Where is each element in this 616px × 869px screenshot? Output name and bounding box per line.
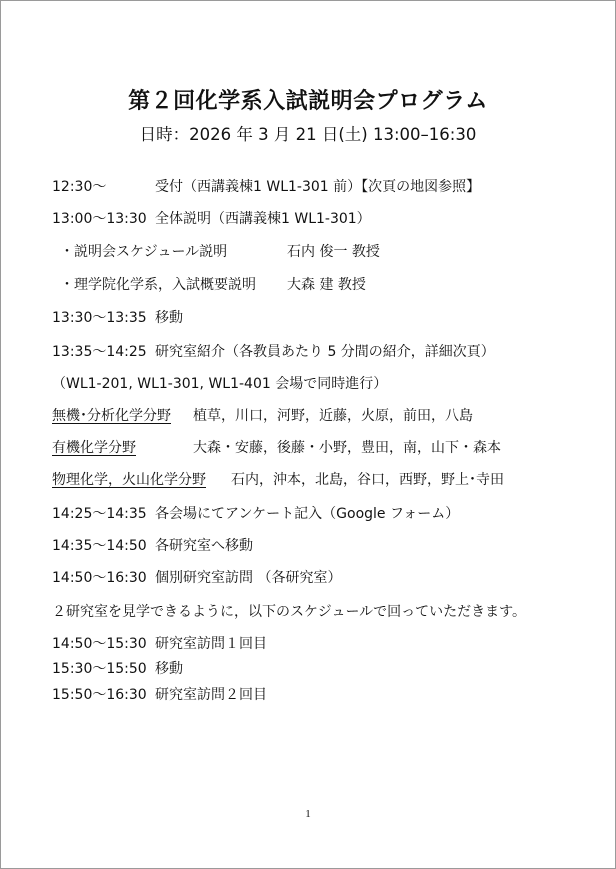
schedule-time: 15:30〜15:50 — [52, 661, 147, 677]
schedule-time: 15:50〜16:30 — [52, 687, 147, 703]
schedule-text: 各会場にてアンケート記入（Google フォーム） — [155, 506, 460, 522]
page-title: 第２回化学系入試説明会プログラム — [128, 89, 488, 114]
schedule-time: 13:00〜13:30 — [52, 211, 147, 227]
field-name: 物理化学，火山化学分野 — [52, 472, 206, 488]
schedule-time: 14:25〜14:35 — [52, 506, 147, 522]
field-members: 植草，川口，河野，近藤，火原，前田，八島 — [193, 408, 473, 424]
schedule-time: 14:50〜15:30 — [52, 636, 147, 652]
schedule-text: 研究室訪問１回目 — [155, 636, 267, 652]
visit-note: ２研究室を見学できるように，以下のスケジュールで回っていただきます。 — [52, 604, 527, 620]
talk-label: ・理学院化学系，入試概要説明 — [60, 277, 256, 293]
field-name: 無機･分析化学分野 — [52, 408, 171, 424]
schedule-text: 個別研究室訪問 （各研究室） — [155, 570, 342, 586]
schedule-text: 移動 — [155, 661, 183, 677]
schedule-time: 12:30〜 — [52, 179, 107, 195]
field-members: 石内，沖本，北島，谷口，西野，野上･寺田 — [231, 472, 504, 488]
field-members: 大森・安藤，後藤・小野，豊田，南，山下・森本 — [193, 440, 501, 456]
talk-label: ・説明会スケジュール説明 — [60, 244, 228, 260]
field-name: 有機化学分野 — [52, 440, 136, 456]
schedule-text: 移動 — [155, 310, 183, 326]
schedule-time: 14:35〜14:50 — [52, 538, 147, 554]
schedule-text: 受付（西講義棟1 WL1-301 前）【次頁の地図参照】 — [155, 179, 481, 195]
schedule-text: 各研究室へ移動 — [155, 538, 253, 554]
schedule-text: 研究室紹介（各教員あたり 5 分間の紹介，詳細次頁） — [155, 344, 495, 360]
schedule-text: 研究室訪問２回目 — [155, 687, 267, 703]
talk-speaker: 大森 建 教授 — [287, 277, 366, 293]
page-number: 1 — [305, 808, 311, 820]
schedule-time: 13:30〜13:35 — [52, 310, 147, 326]
event-datetime: 日時：2026 年 3 月 21 日(土) 13:00–16:30 — [139, 125, 477, 144]
schedule-time: 14:50〜16:30 — [52, 570, 147, 586]
schedule-text: 全体説明（西講義棟1 WL1-301） — [155, 211, 371, 227]
talk-speaker: 石内 俊一 教授 — [287, 244, 380, 260]
venues-note: （WL1-201, WL1-301, WL1-401 会場で同時進行） — [52, 376, 388, 392]
schedule-time: 13:35〜14:25 — [52, 344, 147, 360]
